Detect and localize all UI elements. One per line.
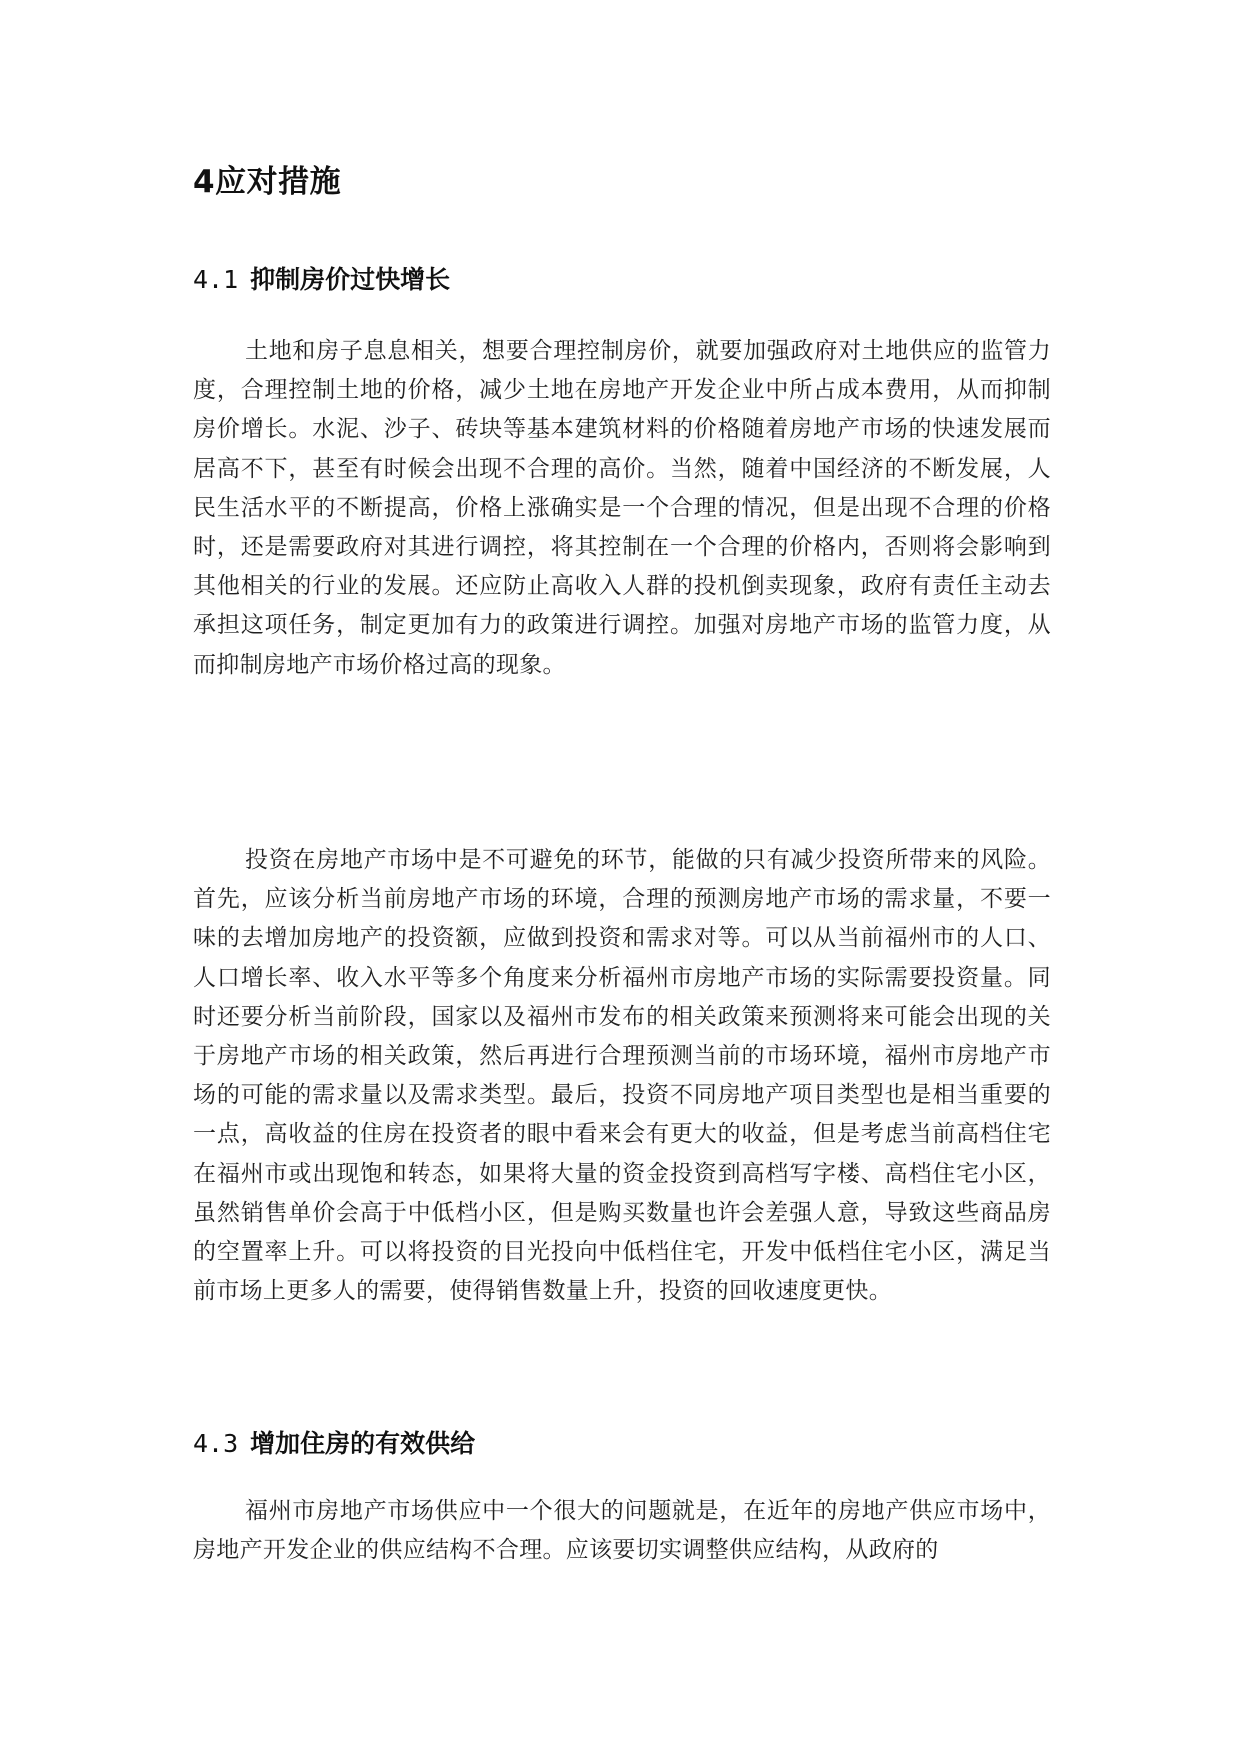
section-number: 4.3 [193,1429,239,1458]
chapter-title: 4应对措施 [193,164,342,200]
body-paragraph: 投资在房地产市场中是不可避免的环节，能做的只有减少投资所带来的风险。首先，应该分析当前房地产市场的环境，合理的预测房地产市场的需求量，不要一味的去增加房地产的投资额，应做到投资和需求对等。可以从当前福州市的人口、人口增长率、收入水平等多个角度来分析福州市房地产市场的实际需要投资量。同时还要分析当前阶段，国家以及福州市发布的相关政策来预测将来可能会出现的关于房地产市场的相关政策，然后再进行合理预测当前的市场环境，福州市房地产市场的可能的需求量以及需求类型。最后，投资不同房地产项目类型也是相当重要的一点，高收益的住房在投资者的眼中看来会有更大的收益，但是考虑当前高档住宅在福州市或出现饱和转态，如果将大量的资金投资到高档写字楼、高档住宅小区，虽然销售单价会高于中低档小区，但是购买数量也许会差强人意，导致这些商品房的空置率上升。可以将投资的目光投向中低档住宅，开发中低档住宅小区，满足当前市场上更多人的需要，使得销售数量上升，投资的回收速度更快。 [193,847,1051,1305]
section-number: 4.1 [193,265,239,294]
body-paragraph: 福州市房地产市场供应中一个很大的问题就是，在近年的房地产供应市场中，房地产开发企业的供应结构不合理。应该要切实调整供应结构，从政府的 [193,1498,1051,1564]
body-paragraph: 土地和房子息息相关，想要合理控制房价，就要加强政府对土地供应的监管力度，合理控制土地的价格，减少土地在房地产开发企业中所占成本费用，从而抑制房价增长。水泥、沙子、砖块等基本建筑材料的价格随着房地产市场的快速发展而居高不下，甚至有时候会出现不合理的高价。当然，随着中国经济的不断发展，人民生活水平的不断提高，价格上涨确实是一个合理的情况，但是出现不合理的价格时，还是需要政府对其进行调控，将其控制在一个合理的价格内，否则将会影响到其他相关的行业的发展。还应防止高收入人群的投机倒卖现象，政府有责任主动去承担这项任务，制定更加有力的政策进行调控。加强对房地产市场的监管力度，从而抑制房地产市场价格过高的现象。 [193,338,1051,678]
section-heading-4-3 [193,1426,475,1462]
section-title-text: 增加住房的有效供给 [250,1429,476,1458]
section-heading-4-1 [193,262,450,298]
section-title-text: 抑制房价过快增长 [250,265,451,294]
